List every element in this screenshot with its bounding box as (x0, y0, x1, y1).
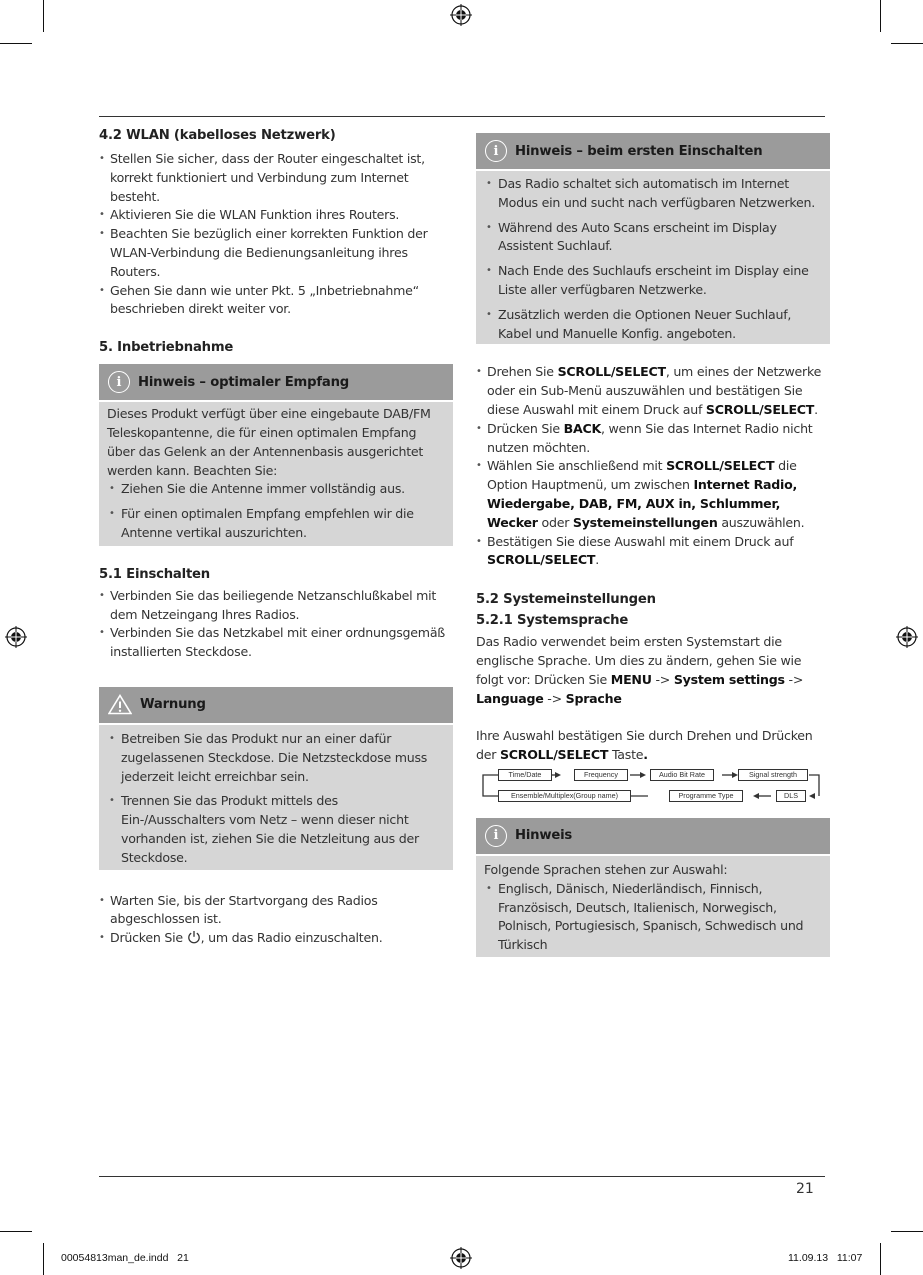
list-item: • Warten Sie, bis der Startvorgang des Radios abgeschlossen ist. (99, 892, 453, 930)
text-run: Taste (608, 747, 644, 763)
file-slug: 00054813man_de.indd 21 (61, 1252, 189, 1264)
hint-box-header (476, 133, 830, 169)
list-item (476, 420, 830, 458)
text-run: Drücken Sie (487, 420, 564, 436)
hint-box-header (476, 818, 830, 854)
hint-intro: Folgende Sprachen stehen zur Auswahl: (484, 861, 728, 877)
registration-mark-icon (896, 626, 918, 648)
key-label: SCROLL/SELECT (705, 401, 815, 417)
list-item: • Aktivieren Sie die WLAN Funktion ihres Routers. (99, 206, 453, 225)
display-cycle-diagram (476, 771, 830, 815)
info-circle-icon: i (108, 371, 130, 393)
einschalten-list (99, 587, 453, 662)
menu-path: System settings (673, 671, 785, 687)
key-label: SCROLL/SELECT (487, 552, 596, 568)
confirm-instructions (476, 727, 830, 765)
warning-box-header (99, 687, 453, 723)
right-column (476, 133, 830, 957)
info-circle-icon: i (485, 140, 507, 162)
hint-box-title: Hinweis (515, 828, 573, 844)
list-item: • Zusätzlich werden die Optionen Neuer Suchlauf, Kabel und Manuelle Konfig. angeboten. (484, 306, 822, 344)
footer-rule (99, 1176, 825, 1177)
text-run: Drehen Sie (487, 364, 558, 380)
registration-mark-icon (450, 4, 472, 26)
key-label: BACK (563, 420, 601, 436)
inbetriebnahme-heading: 5. Inbetriebnahme (99, 340, 234, 356)
warning-box-title: Warnung (140, 697, 206, 713)
list-item (476, 457, 830, 532)
text-run: . (814, 401, 818, 417)
diagram-box: Frequency (574, 769, 628, 781)
power-instruction-text: Drücken Sie (110, 930, 183, 946)
text-run: . (595, 552, 600, 568)
text-run: Das Radio verwendet beim ersten Systemstart die englische Sprache. Um dies zu ändern, gehen Sie wie folgt vor: Drücken Sie (476, 634, 802, 687)
list-item: • Beachten Sie bezüglich einer korrekten Funktion der WLAN-Verbindung die Bedienungsanleitung ihres Routers. (99, 225, 453, 281)
registration-mark-icon (5, 626, 27, 648)
list-item: • Nach Ende des Suchlaufs erscheint im Display eine Liste aller verfügbaren Netzwerke. (484, 262, 822, 300)
menu-options: Internet Radio, Wiedergabe, DAB, FM, AUX in, Schlummer, Wecker (487, 477, 798, 530)
hint-list (484, 175, 822, 343)
power-instruction-text: , um das Radio einzuschalten. (200, 930, 383, 946)
key-label: MENU (610, 671, 652, 687)
key-label: SCROLL/SELECT (666, 458, 775, 474)
crop-mark (43, 1243, 44, 1275)
hint-box-reception (99, 364, 453, 546)
diagram-box: Audio Bit Rate (650, 769, 714, 781)
list-item: • Verbinden Sie das beiliegende Netzanschlußkabel mit dem Netzeingang Ihres Radios. (99, 587, 453, 625)
list-item: • Betreiben Sie das Produkt nur an einer dafür zugelassenen Steckdose. Die Netzsteckdose muss jederzeit leicht erreichbar sein. (107, 730, 445, 786)
list-item: • Das Radio schaltet sich automatisch im Internet Modus ein und sucht nach verfügbaren Netzwerken. (484, 175, 822, 213)
warning-triangle-icon (108, 694, 132, 715)
hint-box-body (99, 402, 453, 546)
warning-list (107, 730, 445, 868)
text-run: -> (784, 671, 804, 687)
list-item: • Verbinden Sie das Netzkabel mit einer ordnungsgemäß installierten Steckdose. (99, 624, 453, 662)
key-label: SCROLL/SELECT (557, 364, 666, 380)
systemeinstellungen-heading: 5.2 Systemeinstellungen (476, 592, 656, 608)
hint-box-first-start (476, 133, 830, 344)
crop-mark (0, 43, 32, 44)
systemsprache-heading: 5.2.1 Systemsprache (476, 613, 629, 629)
text-run: oder (537, 514, 573, 530)
date-slug: 11.09.13 11:07 (788, 1252, 863, 1264)
list-item: • Stellen Sie sicher, dass der Router eingeschaltet ist, korrekt funktioniert und Verbindung zum Internet besteht. (99, 150, 453, 206)
registration-mark-icon (450, 1247, 472, 1269)
text-run: die Option Hauptmenü, um zwischen (487, 458, 797, 493)
wlan-heading: 4.2 WLAN (kabelloses Netzwerk) (99, 128, 336, 143)
crop-mark (43, 0, 44, 32)
menu-option: Systemeinstellungen (572, 514, 718, 530)
hint-box-header (99, 364, 453, 400)
hint-box-title: Hinweis – optimaler Empfang (138, 374, 349, 390)
text-run: -> (651, 671, 674, 687)
diagram-box: Programme Type (669, 790, 743, 802)
list-item (476, 533, 830, 571)
menu-path: Language (476, 690, 544, 706)
crop-mark (880, 1243, 881, 1275)
language-instructions (476, 633, 830, 708)
crop-mark (891, 43, 923, 44)
text-run: -> (543, 690, 566, 706)
crop-mark (891, 1231, 923, 1232)
crop-mark (880, 0, 881, 32)
list-item: • Trennen Sie das Produkt mittels des Ein-/Ausschalters vom Netz – wenn dieser nicht vorhanden ist, ziehen Sie die Netzleitung aus der Steckdose. (107, 792, 445, 867)
list-item (476, 363, 830, 419)
power-icon (187, 930, 201, 944)
text-run: Ihre Auswahl bestätigen Sie durch Drehen und Drücken der (476, 728, 813, 763)
list-item: • Ziehen Sie die Antenne immer vollständig aus. (107, 480, 445, 499)
list-item: • Für einen optimalen Empfang empfehlen wir die Antenne vertikal auszurichten. (107, 505, 445, 543)
diagram-box: DLS (776, 790, 806, 802)
hint-list (107, 480, 445, 542)
page-number: 21 (796, 1181, 814, 1197)
crop-mark (0, 1231, 32, 1232)
diagram-box: Ensemble/Multiplex(Group name) (498, 790, 631, 802)
text-run: , um eines der Netzwerke oder ein Sub-Menü auszuwählen und bestätigen Sie diese Auswahl mit einem Druck auf (487, 364, 822, 417)
list-item (99, 929, 453, 948)
instruction-list (476, 363, 830, 570)
hint-box-body (476, 856, 830, 957)
menu-path: Sprache (565, 690, 622, 706)
diagram-box: Time/Date (498, 769, 552, 781)
final-list (99, 892, 453, 948)
diagram-box: Signal strength (738, 769, 808, 781)
wlan-list (99, 150, 453, 319)
text-run: auszuwählen. (717, 514, 805, 530)
text-run: , wenn Sie das Internet Radio nicht nutzen möchten. (487, 420, 813, 455)
hint-list (484, 880, 822, 955)
text-run: Wählen Sie anschließend mit (487, 458, 667, 474)
info-circle-icon: i (485, 825, 507, 847)
hint-intro: Dieses Produkt verfügt über eine eingebaute DAB/FM Teleskopantenne, die für einen optimalen Empfang über das Gelenk an der Antennenbasis ausgerichtet werden kann. Beachten Sie: (107, 406, 431, 478)
text-run: Bestätigen Sie diese Auswahl mit einem Druck auf (487, 533, 794, 549)
key-label: SCROLL/SELECT (499, 747, 609, 763)
list-item: • Gehen Sie dann wie unter Pkt. 5 „Inbetriebnahme“ beschrieben direkt weiter vor. (99, 282, 453, 320)
warning-box (99, 687, 453, 870)
hint-box-languages (476, 818, 830, 957)
header-rule (99, 116, 825, 117)
einschalten-heading: 5.1 Einschalten (99, 566, 210, 582)
hint-box-title: Hinweis – beim ersten Einschalten (515, 143, 763, 159)
hint-box-body (476, 171, 830, 344)
left-column (99, 128, 453, 948)
list-item: • Während des Auto Scans erscheint im Display Assistent Suchlauf. (484, 219, 822, 257)
text-run: . (643, 747, 648, 763)
list-item: • Englisch, Dänisch, Niederländisch, Finnisch, Französisch, Deutsch, Italienisch, Norwegisch, Polnisch, Portugiesisch, Spanisch, Schwedisch und Türkisch (484, 880, 822, 955)
warning-box-body (99, 725, 453, 870)
